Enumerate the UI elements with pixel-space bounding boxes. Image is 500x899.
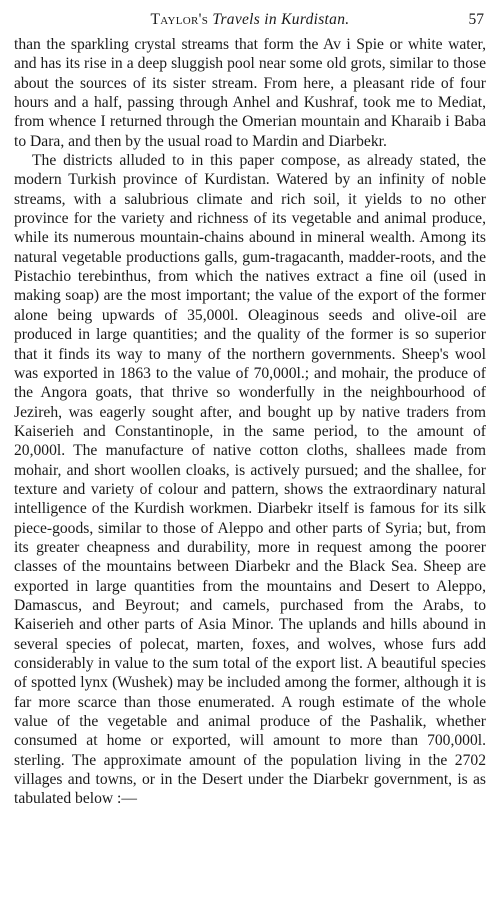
running-title bbox=[14, 8, 486, 32]
body-text bbox=[14, 35, 486, 809]
paragraph-continued: than the sparkling crystal streams that form the Av i Spie or white water, and has its rise in a deep sluggish pool near some old grots, similar to those about the sources of its sister stream. From here, a pleasant ride of four hours and a half, passing through Anhel and Kushraf, took me to Mediat, from whence I returned through the Omerian mountain and Kharaib i Baba to Dara, and then by the usual road to Mardin and Diarbekr. bbox=[14, 36, 486, 150]
page-number: 57 bbox=[468, 11, 484, 28]
page-header bbox=[14, 8, 486, 32]
running-title-work: Travels in Kurdistan. bbox=[212, 11, 350, 28]
paragraph-produce: The districts alluded to in this paper compose, as already stated, the modern Turkish province of Kurdistan. Watered by an infinity of noble streams, with a salubrious climate and rich soil, it yields to no other province for the variety and richness of its vegetable and animal produce, while its numerous mountain-chains abound in mineral wealth. Among its natural vegetable productions galls, gum-tragacanth, madder-roots, and the Pistachio terebinthus, from which the natives extract a fine oil (used in making soap) are the most important; the value of the export of the former alone being upwards of 35,000l. Oleaginous seeds and olive-oil are produced in large quantities; and the quality of the former is so superior that it finds its way to many of the northern governments. Sheep's wool was exported in 1863 to the value of 70,000l.; and mohair, the produce of the Angora goats, that thrive so wonderfully in the neighbourhood of Jezireh, was eagerly sought after, and bought up by native traders from Kaiserieh and Constantinople, in the same period, to the amount of 20,000l. The manufacture of native cotton cloths, shallees made from mohair, and short woollen cloaks, is actively pursued; and the shallee, for texture and variety of colour and pattern, shows the extraordinary natural intelligence of the Kurdish workmen. Diarbekr itself is famous for its silk piece-goods, similar to those of Aleppo and other parts of Syria; but, from its greater cheapness and durability, more in request among the poorer classes of the mountains between Diarbekr and the Black Sea. Sheep are exported in large quantities from the mountains and Desert to Aleppo, Damascus, and Beyrout; and camels, purchased from the Arabs, to Kaiserieh and other parts of Asia Minor. The uplands and hills abound in several species of polecat, marten, foxes, and wolves, whose furs add considerably in value to the sum total of the export list. A beautiful species of spotted lynx (Wushek) may be included among the former, although it is far more scarce than those enumerated. A rough estimate of the whole value of the vegetable and animal produce of the Pashalik, whether consumed at home or exported, will amount to more than 700,000l. sterling. The approximate amount of the population living in the 2702 villages and towns, or in the Desert under the Diarbekr government, is as tabulated below :— bbox=[14, 152, 486, 808]
running-title-author: Taylor's bbox=[150, 11, 209, 28]
